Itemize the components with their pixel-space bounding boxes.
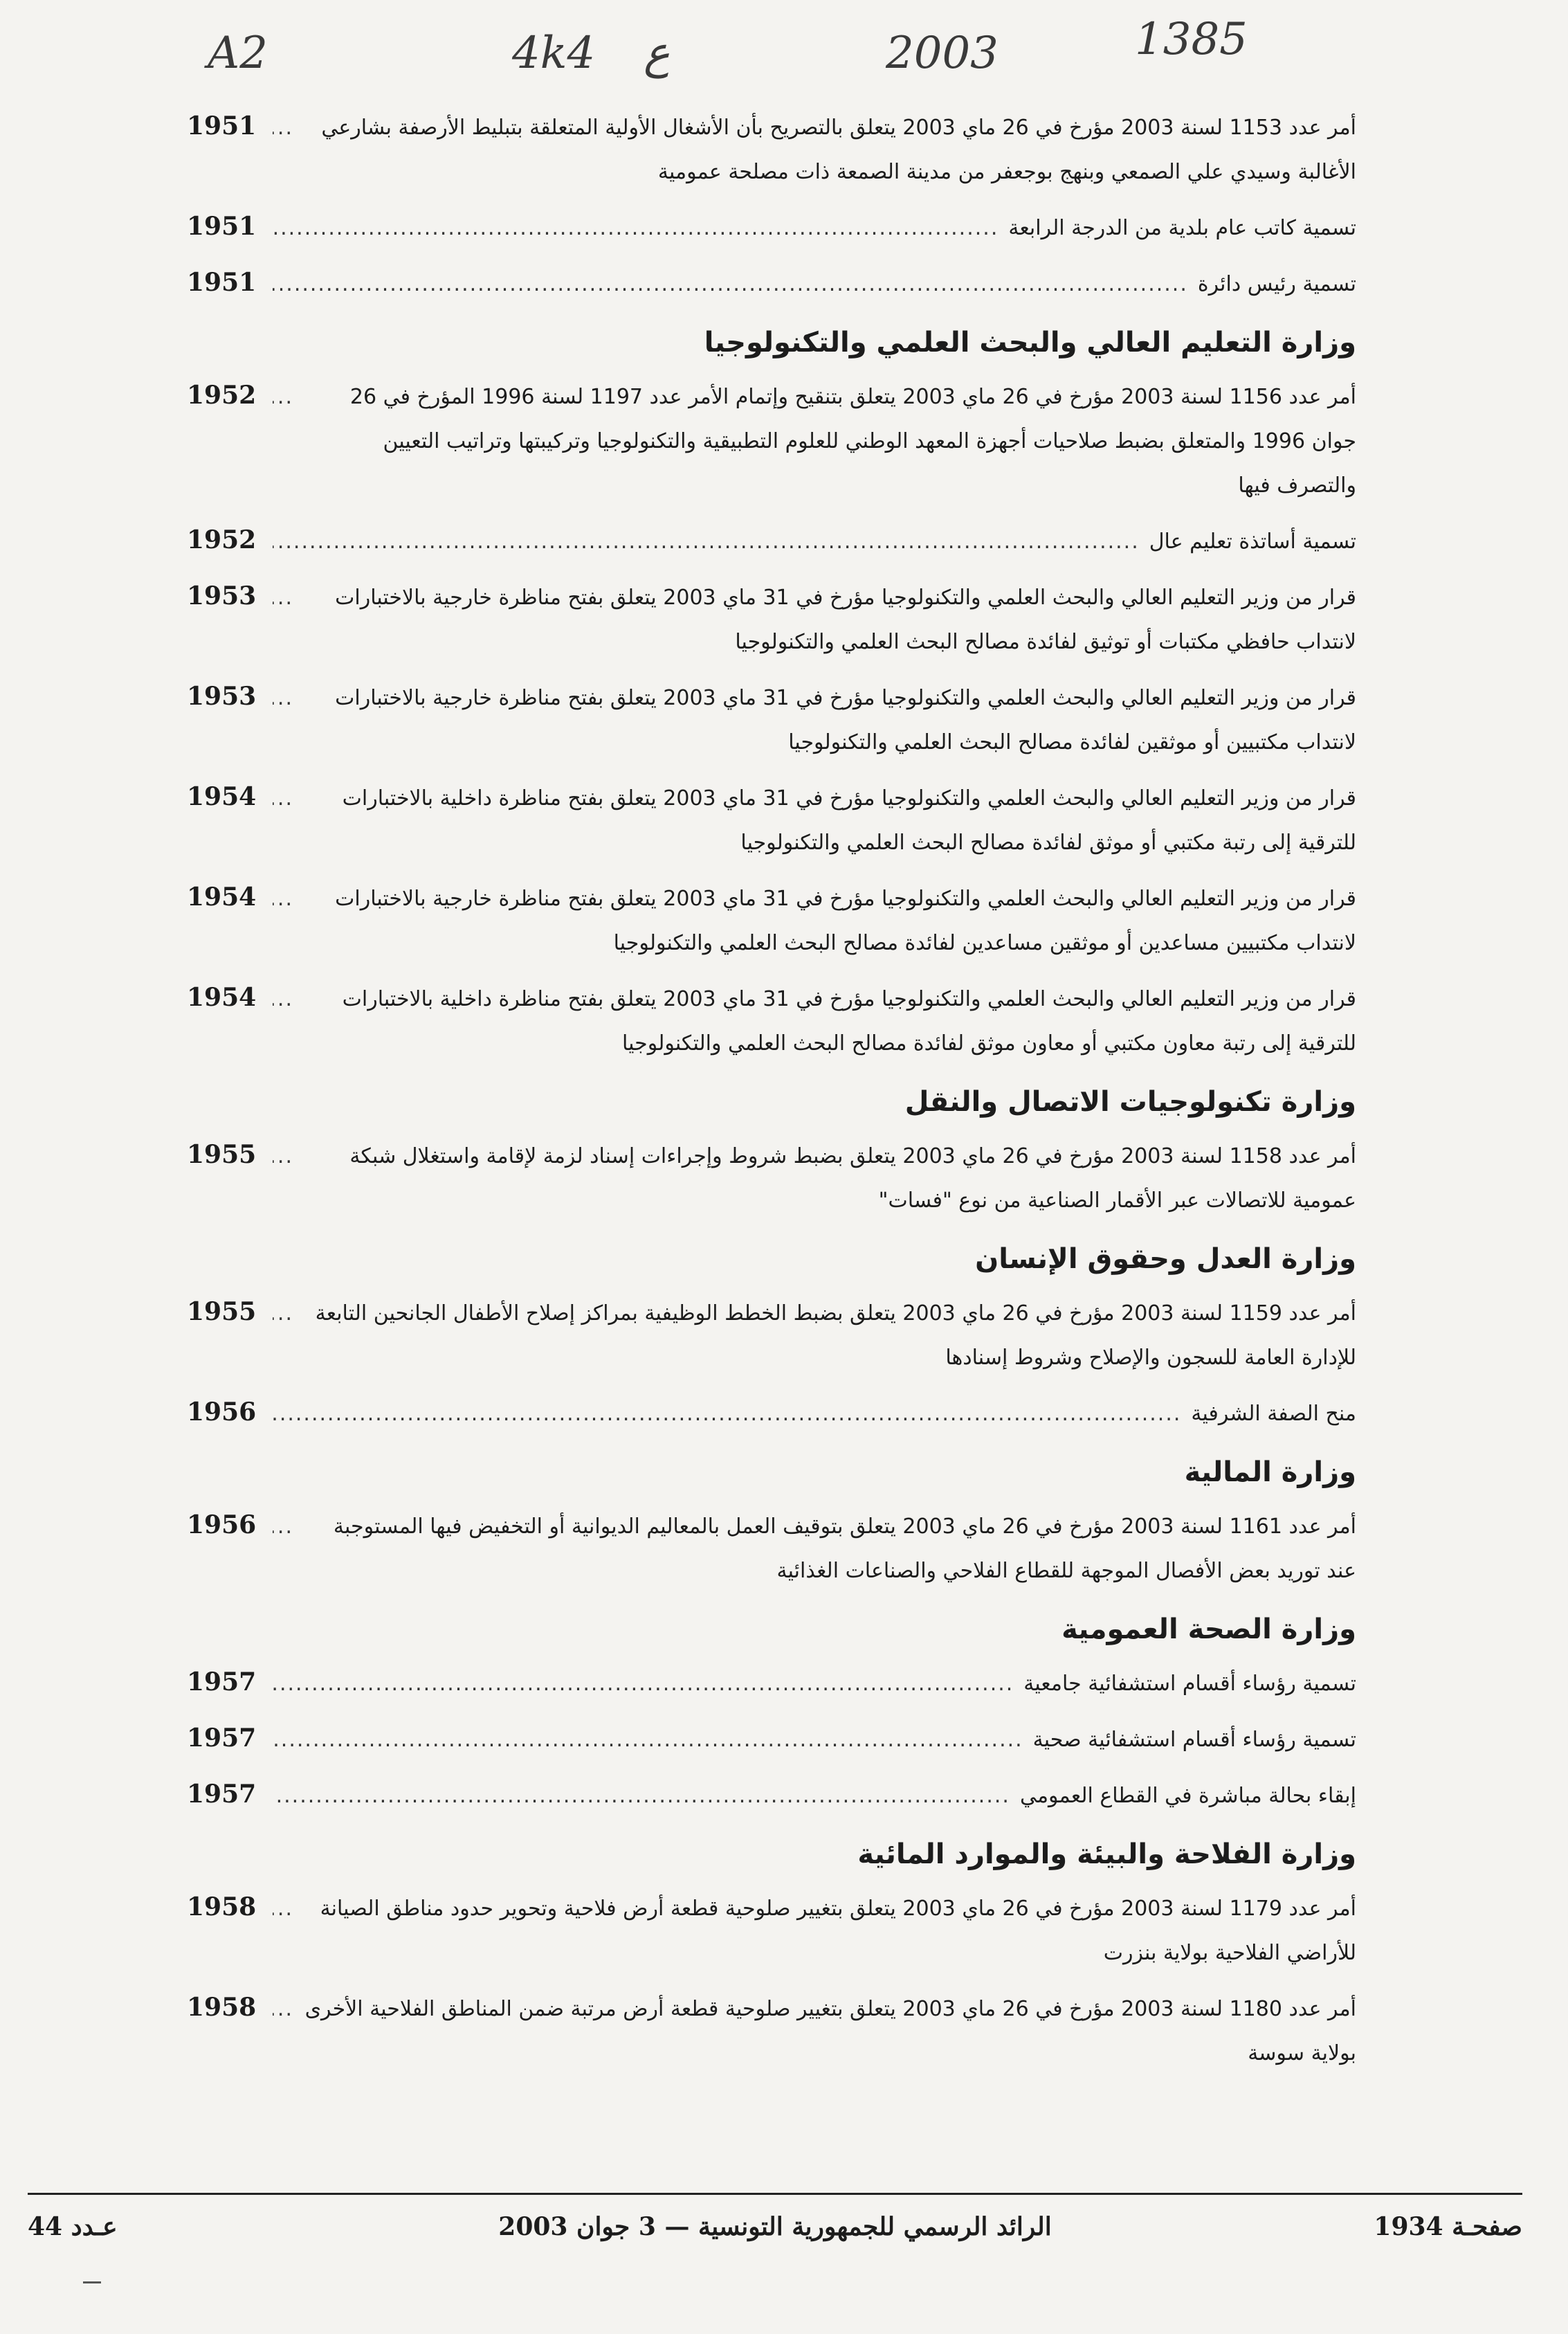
annotation-number: 1385	[1135, 14, 1248, 65]
dot-leader	[273, 106, 293, 150]
toc-entry	[187, 674, 1356, 765]
toc-entry-text: أمر عدد 1161 لسنة 2003 مؤرخ في 26 ماي 2003 يتعلق بتوقيف العمل بالمعاليم الديوانية أو التخفيض فيها المستوجبة عند توريد بعض الأفصال الموجهة للقطاع الفلاحي والصناعات الغذائية	[333, 1514, 1356, 1583]
toc-entry-text: منح الصفة الشرفية	[1191, 1402, 1356, 1426]
dot-leader	[273, 1718, 1023, 1762]
toc-entry-text: أمر عدد 1153 لسنة 2003 مؤرخ في 26 ماي 2003 يتعلق بالتصريح بأن الأشغال الأولية المتعلقة بتبليط الأرصفة بشارعي الأغالبة وسيدي علي الصمعي وبنهج بوجعفر من مدينة الصمعة ذات مصلحة عمومية	[321, 116, 1356, 184]
toc-entry	[187, 260, 1356, 307]
dot-leader	[273, 676, 293, 721]
toc-entry-text: أمر عدد 1158 لسنة 2003 مؤرخ في 26 ماي 2003 يتعلق بضبط شروط وإجراءات إسناد لزمة لإقامة واستغلال شبكة عمومية للاتصالات عبر الأقمار الصناعية من نوع "فسات"	[349, 1144, 1356, 1213]
dot-leader	[273, 520, 1140, 564]
toc-entry	[187, 1660, 1356, 1706]
ministry-heading: وزارة التعليم العالي والبحث العلمي والتكنولوجيا	[704, 327, 1356, 359]
ministry-entries	[187, 373, 1356, 1066]
dot-leader	[273, 576, 293, 620]
toc-page-number: 1952	[187, 381, 257, 410]
ministry-entries	[187, 1290, 1356, 1436]
toc-entry	[187, 574, 1356, 664]
toc-entry	[187, 1132, 1356, 1223]
toc-page-number: 1954	[187, 883, 257, 912]
toc-page-number: 1951	[187, 111, 257, 141]
annotation-code: 4k4	[512, 28, 596, 79]
footer-journal-title: الرائد الرسمي للجمهورية التونسية — 3 جوان 2003	[498, 2212, 1052, 2241]
toc-entry-text: قرار من وزير التعليم العالي والبحث العلمي والتكنولوجيا مؤرخ في 31 ماي 2003 يتعلق بفتح مناظرة خارجية بالاختبارات لانتداب مكتبيين مساعدين أو موثقين مساعدين لفائدة مصالح البحث العلمي والتكنولوجيا	[335, 887, 1356, 955]
toc-entry-text: قرار من وزير التعليم العالي والبحث العلمي والتكنولوجيا مؤرخ في 31 ماي 2003 يتعلق بفتح مناظرة خارجية بالاختبارات لانتداب حافظي مكتبات أو توثيق لفائدة مصالح البحث العلمي والتكنولوجيا	[335, 586, 1356, 654]
ministry-entries	[187, 1503, 1356, 1593]
toc-entry	[187, 975, 1356, 1066]
toc-entry-text: أمر عدد 1180 لسنة 2003 مؤرخ في 26 ماي 2003 يتعلق بتغيير صلوحية قطعة أرض مرتبة ضمن المناطق الفلاحية الأخرى بولاية سوسة	[304, 1997, 1356, 2065]
dot-leader	[273, 1134, 293, 1179]
toc-entry	[187, 373, 1356, 508]
toc-entry-text: تسمية رؤساء أقسام استشفائية صحية	[1032, 1728, 1356, 1752]
toc-entry-text: أمر عدد 1179 لسنة 2003 مؤرخ في 26 ماي 2003 يتعلق بتغيير صلوحية قطعة أرض فلاحية وتحوير حدود مناطق الصيانة للأراضي الفلاحية بولاية بنزرت	[320, 1897, 1356, 1965]
dot-leader	[273, 206, 999, 251]
dot-leader	[273, 375, 293, 419]
toc-entry-text: تسمية كاتب عام بلدية من الدرجة الرابعة	[1008, 216, 1356, 240]
dot-leader	[273, 1887, 293, 1931]
ministry-entries	[187, 1885, 1356, 2076]
toc-entry-text: تسمية أساتذة تعليم عال	[1149, 530, 1356, 554]
ministry-heading: وزارة الصحة العمومية	[1061, 1613, 1356, 1645]
toc-entry	[187, 1885, 1356, 1975]
toc-entry	[187, 518, 1356, 564]
toc-entry	[187, 1390, 1356, 1436]
footer-issue-number: عـدد 44	[28, 2212, 118, 2241]
toc-page-number: 1953	[187, 682, 257, 711]
ministry-entries	[187, 1660, 1356, 1818]
dot-leader	[273, 877, 293, 921]
toc-entry	[187, 1985, 1356, 2076]
toc-page-number: 1951	[187, 268, 257, 297]
toc-entry	[187, 1772, 1356, 1818]
toc-page-number: 1955	[187, 1140, 257, 1169]
toc-page-number: 1953	[187, 581, 257, 610]
toc-entry-text: أمر عدد 1159 لسنة 2003 مؤرخ في 26 ماي 2003 يتعلق بضبط الخطط الوظيفية بمراكز إصلاح الأطفال الجانحين التابعة للإدارة العامة للسجون والإصلاح وشروط إسنادها	[315, 1301, 1356, 1370]
toc-page-number: 1954	[187, 983, 257, 1012]
dot-leader	[273, 1662, 1014, 1706]
toc-entry	[187, 1503, 1356, 1593]
toc-page-number: 1957	[187, 1780, 257, 1809]
annotation-letter: ع	[644, 28, 671, 79]
toc-page-number: 1958	[187, 1993, 257, 2022]
ministry-heading: وزارة الفلاحة والبيئة والموارد المائية	[857, 1838, 1356, 1870]
dot-leader	[273, 1392, 1181, 1436]
toc-entry-text: تسمية رئيس دائرة	[1197, 272, 1356, 296]
toc-page-number: 1957	[187, 1724, 257, 1753]
footer-rule	[28, 2193, 1522, 2195]
dot-leader	[273, 1774, 1010, 1818]
toc-page-number: 1958	[187, 1892, 257, 1921]
dot-leader	[273, 1505, 293, 1549]
dot-leader	[273, 1292, 293, 1336]
ministry-heading: وزارة تكنولوجيات الاتصال والنقل	[904, 1086, 1356, 1118]
toc-entry-text: أمر عدد 1156 لسنة 2003 مؤرخ في 26 ماي 2003 يتعلق بتنقيح وإتمام الأمر عدد 1197 لسنة 1996 المؤرخ في 26 جوان 1996 والمتعلق بضبط صلاحيات أجهزة المعهد الوطني للعلوم التطبيقية والتكنولوجيا وتركيبتها وتراتيب التعيين والتصرف فيها	[349, 385, 1356, 498]
dot-leader	[273, 262, 1188, 307]
ministry-heading: وزارة المالية	[1184, 1456, 1356, 1488]
footer-page-number: صفحـة 1934	[1374, 2212, 1522, 2241]
annotation-year: 2003	[886, 28, 999, 79]
toc-page-number: 1952	[187, 525, 257, 554]
handwritten-annotations	[0, 14, 1568, 90]
toc-page-number: 1955	[187, 1297, 257, 1326]
toc-entry-text: قرار من وزير التعليم العالي والبحث العلمي والتكنولوجيا مؤرخ في 31 ماي 2003 يتعلق بفتح مناظرة داخلية بالاختبارات للترقية إلى رتبة معاون مكتبي أو معاون موثق لفائدة مصالح البحث العلمي والتكنولوجيا	[342, 987, 1356, 1056]
toc-entry	[187, 1716, 1356, 1762]
toc-entry-text: إبقاء بحالة مباشرة في القطاع العمومي	[1019, 1784, 1356, 1808]
toc-entry-text: قرار من وزير التعليم العالي والبحث العلمي والتكنولوجيا مؤرخ في 31 ماي 2003 يتعلق بفتح مناظرة خارجية بالاختبارات لانتداب مكتبيين أو موثقين لفائدة مصالح البحث العلمي والتكنولوجيا	[335, 686, 1356, 754]
annotation-a2: A2	[208, 28, 268, 79]
toc-entry	[187, 104, 1356, 194]
toc-entry-text: تسمية رؤساء أقسام استشفائية جامعية	[1023, 1672, 1356, 1696]
toc-page-number: 1957	[187, 1667, 257, 1697]
toc-entry-text: قرار من وزير التعليم العالي والبحث العلمي والتكنولوجيا مؤرخ في 31 ماي 2003 يتعلق بفتح مناظرة داخلية بالاختبارات للترقية إلى رتبة مكتبي أو موثق لفائدة مصالح البحث العلمي والتكنولوجيا	[342, 786, 1356, 855]
scan-mark	[83, 2281, 101, 2283]
toc-page-number: 1954	[187, 782, 257, 811]
page-footer	[28, 2212, 1522, 2261]
toc-page-number: 1956	[187, 1397, 257, 1427]
table-of-contents	[187, 104, 1356, 2086]
toc-entry	[187, 1290, 1356, 1380]
toc-page-number: 1956	[187, 1510, 257, 1539]
toc-entry	[187, 204, 1356, 251]
dot-leader	[273, 1987, 293, 2032]
toc-entry	[187, 875, 1356, 966]
ministry-entries	[187, 1132, 1356, 1223]
dot-leader	[273, 777, 293, 821]
dot-leader	[273, 977, 293, 1022]
ministry-heading: وزارة العدل وحقوق الإنسان	[975, 1243, 1356, 1275]
toc-entry	[187, 775, 1356, 865]
toc-page-number: 1951	[187, 212, 257, 241]
